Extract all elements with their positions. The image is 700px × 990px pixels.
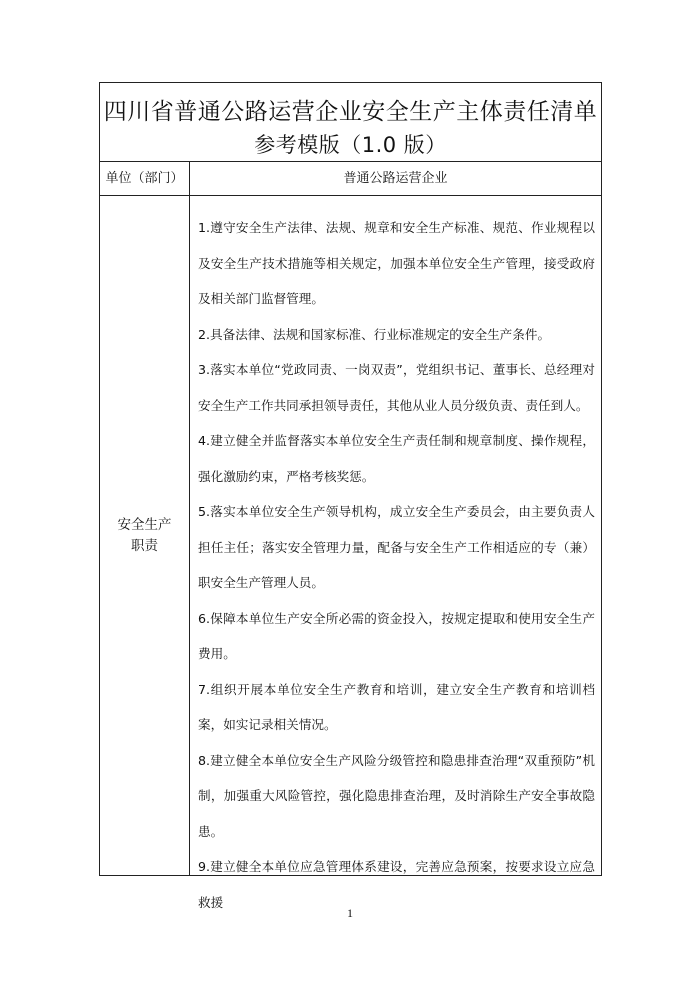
column-divider [189, 162, 190, 875]
unit-value: 普通公路运营企业 [343, 171, 448, 186]
row-label-line1: 安全生产 [117, 517, 172, 533]
duty-item: 2.具备法律、法规和国家标准、行业标准规定的安全生产条件。 [198, 326, 551, 342]
duty-item: 7.组织开展本单位安全生产教育和培训，建立安全生产教育和培训档案，如实记录相关情况。 [198, 681, 595, 732]
duty-item: 1.遵守安全生产法律、法规、规章和安全生产标准、规范、作业规程以及安全生产技术措施等相关规定，加强本单位安全生产管理，接受政府及相关部门监督管理。 [198, 220, 595, 306]
document-title: 四川省普通公路运营企业安全生产主体责任清单 [103, 99, 598, 125]
header-row [100, 162, 601, 196]
duty-item: 9.建立健全本单位应急管理体系建设，完善应急预案，按要求设立应急救援 [198, 859, 595, 910]
duty-item: 5.落实本单位安全生产领导机构，成立安全生产委员会，由主要负责人担任主任；落实安全管理力量，配备与安全生产工作相适应的专（兼）职安全生产管理人员。 [198, 504, 595, 590]
row-label [100, 515, 189, 557]
document-subtitle: 参考模版（1.0 版） [254, 133, 447, 157]
responsibility-table [99, 82, 602, 910]
title-cell [100, 83, 601, 162]
unit-label: 单位（部门） [105, 171, 184, 186]
duty-item: 3.落实本单位“党政同责、一岗双责”，党组织书记、董事长、总经理对安全生产工作共同承担领导责任，其他从业人员分级负责、责任到人。 [198, 362, 595, 413]
duty-item: 6.保障本单位生产安全所必需的资金投入，按规定提取和使用安全生产费用。 [198, 610, 595, 661]
page-number: 1 [347, 906, 353, 920]
duty-item: 8.建立健全本单位安全生产风险分级管控和隐患排查治理“双重预防”机制，加强重大风险管控，强化隐患排查治理，及时消除生产安全事故隐患。 [198, 752, 595, 839]
duties-list [198, 210, 595, 920]
row-label-line2: 职责 [131, 538, 158, 554]
duty-item: 4.建立健全并监督落实本单位安全生产责任制和规章制度、操作规程，强化激励约束，严格考核奖惩。 [198, 433, 595, 484]
